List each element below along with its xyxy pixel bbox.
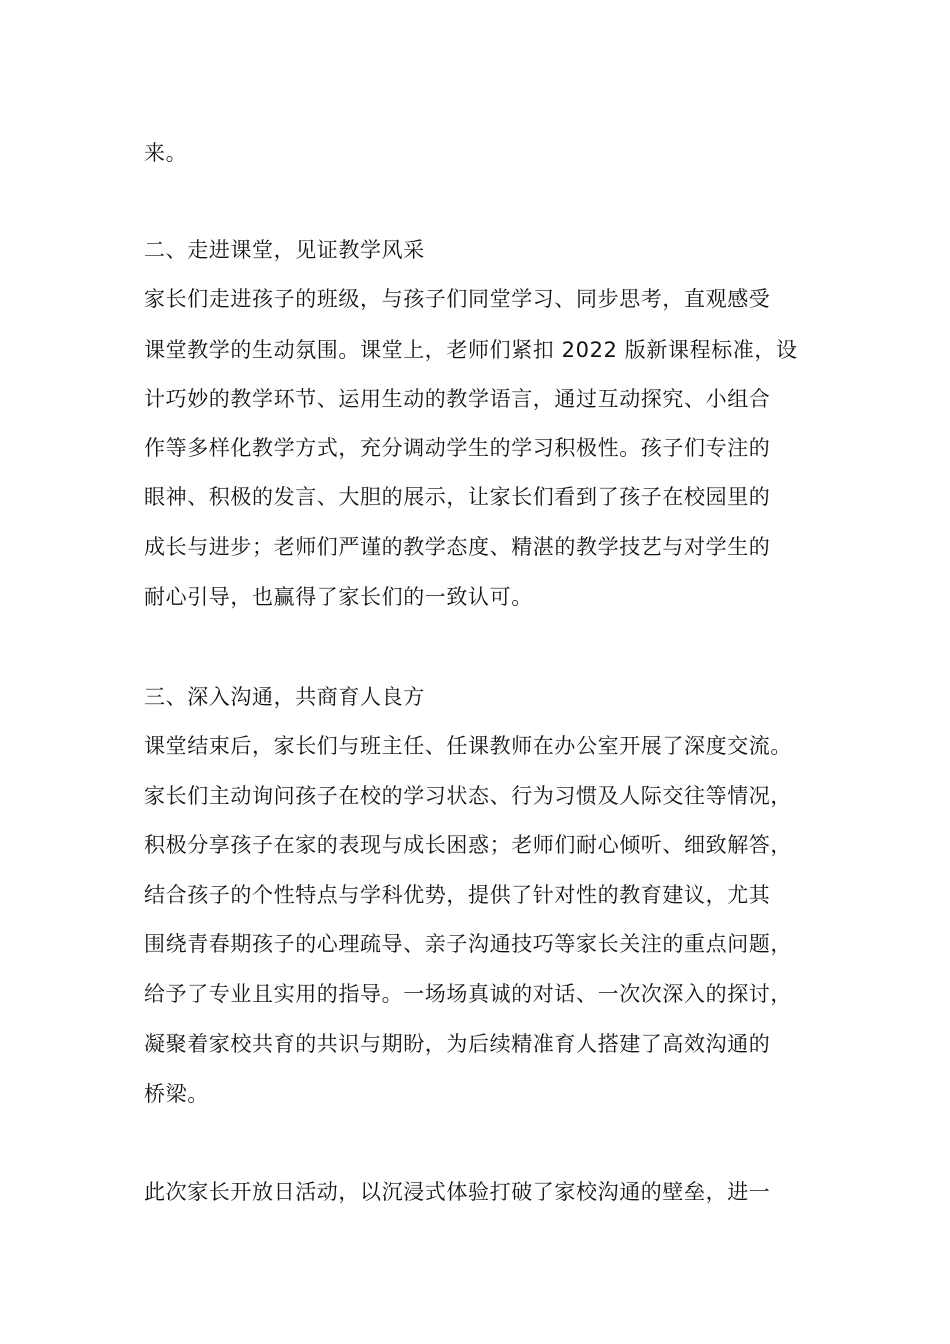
paragraph-line: 来。 [144,141,188,165]
paragraph-line: 成长与进步；老师们严谨的教学态度、精湛的教学技艺与对学生的 [144,535,771,559]
paragraph-line: 计巧妙的教学环节、运用生动的教学语言，通过互动探究、小组合 [144,387,771,411]
paragraph-line: 耐心引导，也赢得了家长们的一致认可。 [144,585,533,609]
paragraph-line: 课堂结束后，家长们与班主任、任课教师在办公室开展了深度交流。 [144,734,792,758]
paragraph-line: 此次家长开放日活动，以沉浸式体验打破了家校沟通的壁垒，进一 [144,1180,771,1204]
section-heading: 二、走进课堂，见证教学风采 [144,238,425,262]
section-heading: 三、深入沟通，共商育人良方 [144,685,425,709]
paragraph-line: 围绕青春期孩子的心理疏导、亲子沟通技巧等家长关注的重点问题， [144,932,792,956]
paragraph-line: 凝聚着家校共育的共识与期盼，为后续精准育人搭建了高效沟通的 [144,1032,771,1056]
paragraph-line: 积极分享孩子在家的表现与成长困惑；老师们耐心倾听、细致解答， [144,833,792,857]
paragraph-line: 眼神、积极的发言、大胆的展示，让家长们看到了孩子在校园里的 [144,485,771,509]
paragraph-line: 作等多样化教学方式，充分调动学生的学习积极性。孩子们专注的 [144,436,771,460]
paragraph-line: 家长们走进孩子的班级，与孩子们同堂学习、同步思考，直观感受 [144,287,771,311]
paragraph-line: 给予了专业且实用的指导。一场场真诚的对话、一次次深入的探讨， [144,982,792,1006]
paragraph-line: 家长们主动询问孩子在校的学习状态、行为习惯及人际交往等情况， [144,784,792,808]
paragraph-line: 结合孩子的个性特点与学科优势，提供了针对性的教育建议，尤其 [144,883,771,907]
paragraph-line: 课堂教学的生动氛围。课堂上，老师们紧扣 2022 版新课程标准，设 [144,338,798,362]
paragraph-line: 桥梁。 [144,1082,209,1106]
